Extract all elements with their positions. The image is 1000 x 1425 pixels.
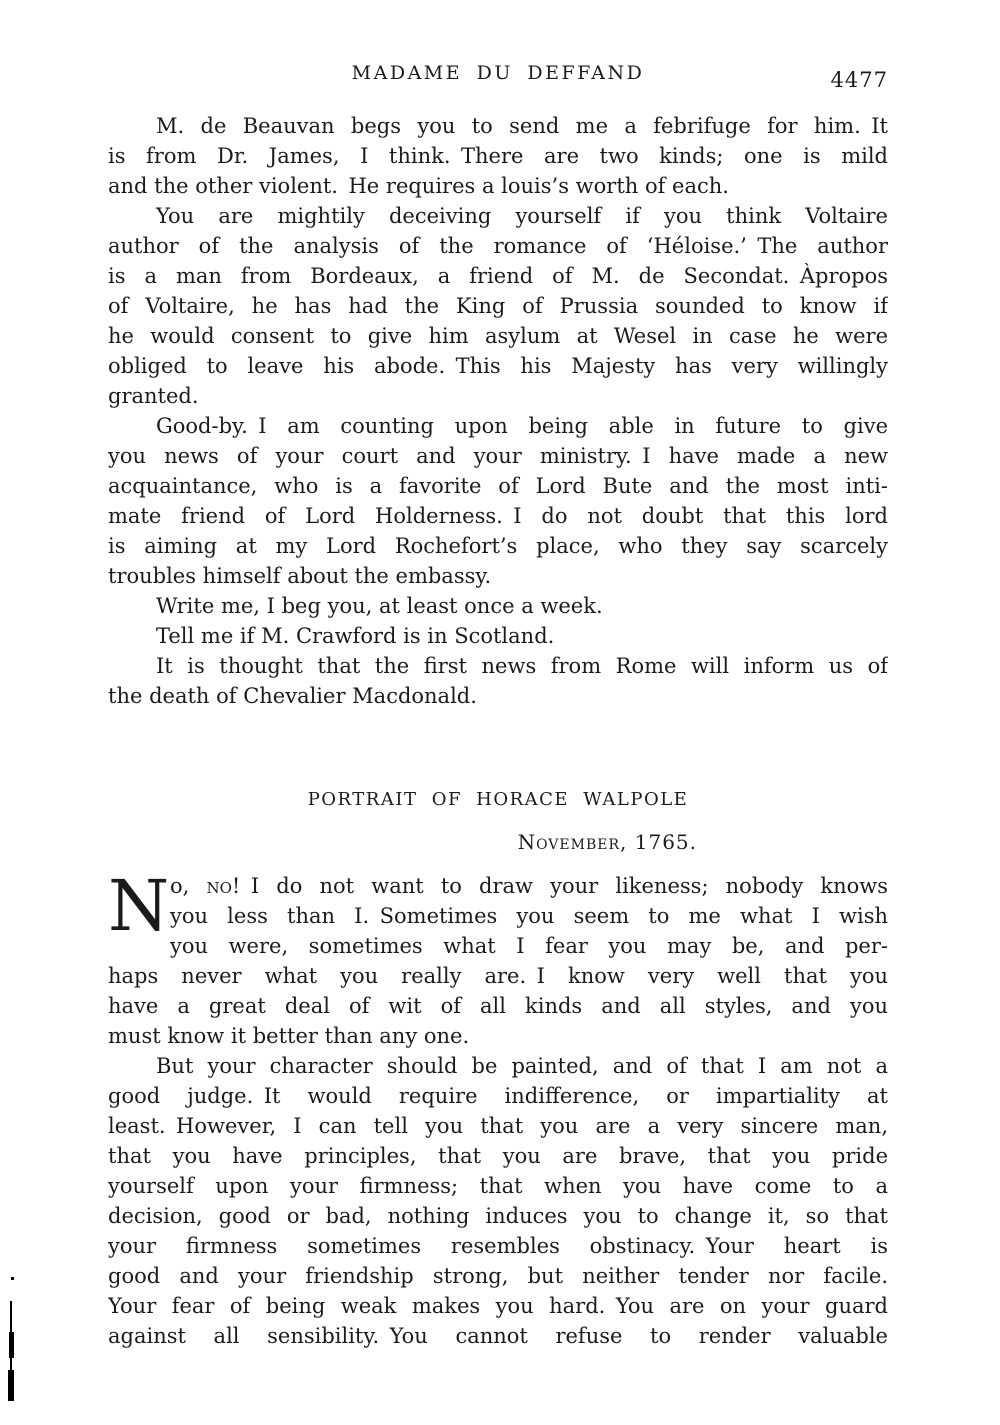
text-line: yourself upon your firmness; that when you have come to a: [108, 1174, 888, 1198]
paragraph: [108, 1051, 888, 1351]
text-line: Write me, I beg you, at least once a week.: [156, 594, 603, 618]
paragraph-dropcap: [108, 865, 888, 1051]
running-title: MADAME DU DEFFAND: [351, 62, 645, 84]
section-heading: PORTRAIT OF HORACE WALPOLE: [307, 789, 689, 810]
text-line: Your fear of being weak makes you hard. You are on your guard: [108, 1294, 888, 1318]
text-line: It is thought that the first news from Rome will inform us of: [156, 654, 888, 678]
text-line: is a man from Bordeaux, a friend of M. de Secondat. Àpropos: [108, 264, 888, 288]
dateline: November, 1765.: [517, 830, 697, 854]
text-line: that you have principles, that you are brave, that you pride: [108, 1144, 888, 1168]
text-line: You are mightily deceiving yourself if you think Voltaire: [156, 204, 888, 228]
text-line: have a great deal of wit of all kinds and all styles, and you: [108, 994, 888, 1018]
opening-smallcaps: no!: [206, 874, 241, 898]
text-line: the death of Chevalier Macdonald.: [108, 684, 477, 708]
text-line: Good-by. I am counting upon being able in future to give: [156, 414, 888, 438]
text-line: Tell me if M. Crawford is in Scotland.: [156, 624, 555, 648]
page-header: [108, 60, 888, 96]
text-line: [170, 871, 888, 901]
text-line: acquaintance, who is a favorite of Lord Bute and the most inti-: [108, 474, 888, 498]
text-line: against all sensibility. You cannot refuse to render valuable: [108, 1324, 888, 1348]
paragraph: [108, 201, 888, 411]
scan-artifact-blob: [9, 1332, 14, 1358]
text-line: obliged to leave his abode. This his Majesty has very willingly: [108, 354, 888, 378]
page-number: 4477: [830, 68, 888, 92]
text-line: good and your friendship strong, but neither tender nor facile.: [108, 1264, 888, 1288]
text-line: haps never what you really are. I know very well that you: [108, 964, 888, 988]
dropcap-letter: N: [108, 865, 170, 947]
text-line: M. de Beauvan begs you to send me a febrifuge for him. It: [156, 114, 888, 138]
text-line: granted.: [108, 384, 199, 408]
text-line: you were, sometimes what I fear you may be, and per-: [170, 934, 888, 958]
text-line: good judge. It would require indifference, or impartiality at: [108, 1084, 888, 1108]
text-line: mate friend of Lord Holderness. I do not doubt that this lord: [108, 504, 888, 528]
text-line: is aiming at my Lord Rochefort’s place, who they say scarcely: [108, 534, 888, 558]
paragraph: [108, 111, 888, 201]
paragraph: [108, 591, 888, 621]
text-line: is from Dr. James, I think. There are two kinds; one is mild: [108, 144, 888, 168]
text-line: But your character should be painted, and of that I am not a: [156, 1054, 888, 1078]
text-line: troubles himself about the embassy.: [108, 564, 492, 588]
paragraph: [108, 411, 888, 591]
paragraph: [108, 651, 888, 711]
text-line: he would consent to give him asylum at Wesel in case he were: [108, 324, 888, 348]
text-line: decision, good or bad, nothing induces you to change it, so that: [108, 1204, 888, 1228]
letter-text: [108, 111, 888, 1351]
text-line: and the other violent. He requires a louis’s worth of each.: [108, 174, 729, 198]
text-line: your firmness sometimes resembles obstinacy. Your heart is: [108, 1234, 888, 1258]
text-line: of Voltaire, he has had the King of Prussia sounded to know if: [108, 294, 888, 318]
text-line: you news of your court and your ministry. I have made a new: [108, 444, 888, 468]
scan-artifact-blob: [8, 1370, 14, 1401]
scan-artifact-dot: [11, 1277, 14, 1280]
paragraph: [108, 621, 888, 651]
opening-post: I do not want to draw your likeness; nobody knows: [240, 874, 888, 898]
text-line: author of the analysis of the romance of ‘Héloise.’ The author: [108, 234, 888, 258]
text-line: you less than I. Sometimes you seem to me what I wish: [170, 904, 888, 928]
opening-pre: o,: [170, 874, 207, 898]
text-line: must know it better than any one.: [108, 1024, 470, 1048]
text-line: least. However, I can tell you that you are a very sincere man,: [108, 1114, 888, 1138]
